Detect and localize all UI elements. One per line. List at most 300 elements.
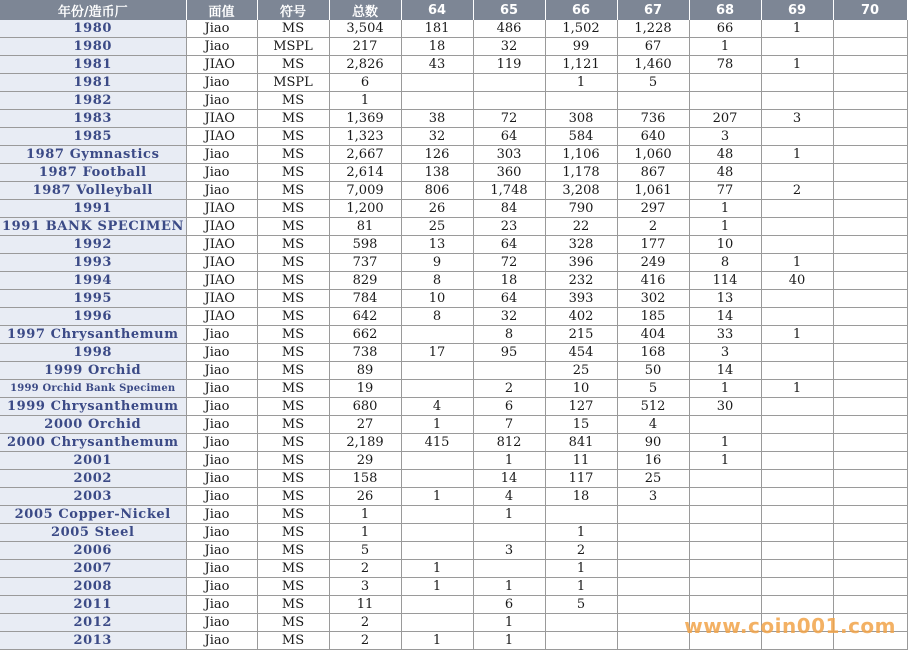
cell-denomination: Jiao <box>186 488 257 506</box>
cell-grade-65: 8 <box>473 326 545 344</box>
cell-grade-70 <box>833 488 907 506</box>
cell-total: 2,614 <box>329 164 401 182</box>
cell-grade-68: 66 <box>689 20 761 38</box>
cell-grade-69 <box>761 434 833 452</box>
cell-grade-65: 3 <box>473 542 545 560</box>
cell-grade-65: 4 <box>473 488 545 506</box>
cell-grade-69: 1 <box>761 326 833 344</box>
cell-grade-70 <box>833 200 907 218</box>
cell-grade-69 <box>761 92 833 110</box>
table-row <box>0 524 907 542</box>
cell-grade-66 <box>545 92 617 110</box>
cell-grade-67: 67 <box>617 38 689 56</box>
cell-grade-65: 1,748 <box>473 182 545 200</box>
cell-grade-68 <box>689 74 761 92</box>
cell-denomination: Jiao <box>186 506 257 524</box>
header-grade-64: 64 <box>401 0 473 20</box>
cell-grade-66: 1 <box>545 578 617 596</box>
cell-grade-65: 72 <box>473 254 545 272</box>
cell-grade-66: 454 <box>545 344 617 362</box>
cell-grade-66: 584 <box>545 128 617 146</box>
cell-grade-64 <box>401 506 473 524</box>
cell-grade-65: 95 <box>473 344 545 362</box>
cell-total: 81 <box>329 218 401 236</box>
cell-symbol: MS <box>257 272 329 290</box>
cell-year: 1997 Chrysanthemum <box>0 326 186 344</box>
cell-denomination: Jiao <box>186 470 257 488</box>
cell-year: 2013 <box>0 632 186 650</box>
cell-grade-66: 1 <box>545 524 617 542</box>
cell-grade-69 <box>761 524 833 542</box>
cell-year: 2000 Orchid <box>0 416 186 434</box>
cell-year: 1983 <box>0 110 186 128</box>
cell-symbol: MS <box>257 452 329 470</box>
cell-grade-64: 26 <box>401 200 473 218</box>
cell-total: 19 <box>329 380 401 398</box>
header-grade-70: 70 <box>833 0 907 20</box>
cell-total: 1,369 <box>329 110 401 128</box>
table-row <box>0 470 907 488</box>
cell-grade-70 <box>833 182 907 200</box>
cell-grade-67: 16 <box>617 452 689 470</box>
cell-total: 1,323 <box>329 128 401 146</box>
cell-grade-70 <box>833 560 907 578</box>
cell-grade-66: 215 <box>545 326 617 344</box>
cell-year: 2008 <box>0 578 186 596</box>
table-row <box>0 254 907 272</box>
cell-grade-68: 3 <box>689 344 761 362</box>
cell-grade-64: 13 <box>401 236 473 254</box>
cell-symbol: MS <box>257 290 329 308</box>
cell-grade-68 <box>689 506 761 524</box>
cell-total: 2,826 <box>329 56 401 74</box>
cell-grade-69 <box>761 362 833 380</box>
cell-denomination: Jiao <box>186 398 257 416</box>
cell-grade-69 <box>761 470 833 488</box>
cell-grade-65: 119 <box>473 56 545 74</box>
cell-grade-68: 14 <box>689 362 761 380</box>
cell-grade-67: 640 <box>617 128 689 146</box>
cell-total: 2 <box>329 560 401 578</box>
cell-symbol: MS <box>257 326 329 344</box>
cell-grade-66: 22 <box>545 218 617 236</box>
cell-year: 1992 <box>0 236 186 254</box>
cell-grade-69: 1 <box>761 56 833 74</box>
cell-grade-65: 14 <box>473 470 545 488</box>
cell-total: 737 <box>329 254 401 272</box>
cell-symbol: MS <box>257 488 329 506</box>
cell-grade-65 <box>473 560 545 578</box>
cell-denomination: Jiao <box>186 74 257 92</box>
cell-grade-64: 17 <box>401 344 473 362</box>
table-row <box>0 200 907 218</box>
cell-grade-66 <box>545 506 617 524</box>
cell-total: 598 <box>329 236 401 254</box>
cell-year: 1987 Gymnastics <box>0 146 186 164</box>
cell-grade-66: 3,208 <box>545 182 617 200</box>
cell-year: 1980 <box>0 38 186 56</box>
cell-year: 2005 Copper-Nickel <box>0 506 186 524</box>
cell-year: 2002 <box>0 470 186 488</box>
cell-total: 1 <box>329 524 401 542</box>
cell-grade-70 <box>833 272 907 290</box>
cell-total: 27 <box>329 416 401 434</box>
cell-grade-64 <box>401 614 473 632</box>
cell-grade-64: 8 <box>401 272 473 290</box>
cell-grade-66: 25 <box>545 362 617 380</box>
cell-symbol: MS <box>257 110 329 128</box>
cell-denomination: Jiao <box>186 452 257 470</box>
cell-year: 1996 <box>0 308 186 326</box>
cell-grade-65: 2 <box>473 380 545 398</box>
cell-grade-66: 1,121 <box>545 56 617 74</box>
header-grade-65: 65 <box>473 0 545 20</box>
cell-grade-66: 841 <box>545 434 617 452</box>
cell-total: 7,009 <box>329 182 401 200</box>
cell-grade-66: 402 <box>545 308 617 326</box>
cell-grade-70 <box>833 110 907 128</box>
header-symbol: 符号 <box>257 0 329 20</box>
cell-total: 1,200 <box>329 200 401 218</box>
cell-grade-66: 99 <box>545 38 617 56</box>
cell-denomination: Jiao <box>186 182 257 200</box>
cell-grade-67: 90 <box>617 434 689 452</box>
cell-total: 784 <box>329 290 401 308</box>
cell-grade-69 <box>761 74 833 92</box>
cell-total: 6 <box>329 74 401 92</box>
cell-grade-68 <box>689 578 761 596</box>
cell-symbol: MS <box>257 164 329 182</box>
cell-grade-67: 1,060 <box>617 146 689 164</box>
cell-grade-70 <box>833 128 907 146</box>
cell-grade-64: 4 <box>401 398 473 416</box>
header-denomination: 面值 <box>186 0 257 20</box>
cell-grade-68: 3 <box>689 128 761 146</box>
table-row <box>0 38 907 56</box>
cell-grade-65: 1 <box>473 614 545 632</box>
table-row <box>0 56 907 74</box>
cell-grade-67 <box>617 596 689 614</box>
cell-symbol: MS <box>257 614 329 632</box>
cell-grade-69 <box>761 200 833 218</box>
cell-grade-66: 396 <box>545 254 617 272</box>
cell-grade-70 <box>833 452 907 470</box>
cell-grade-69 <box>761 596 833 614</box>
cell-grade-64: 8 <box>401 308 473 326</box>
cell-symbol: MS <box>257 308 329 326</box>
table-row <box>0 92 907 110</box>
cell-denomination: JIAO <box>186 272 257 290</box>
cell-grade-64 <box>401 380 473 398</box>
cell-grade-68 <box>689 488 761 506</box>
cell-grade-65 <box>473 92 545 110</box>
cell-grade-65: 1 <box>473 452 545 470</box>
cell-grade-66: 15 <box>545 416 617 434</box>
cell-denomination: Jiao <box>186 380 257 398</box>
cell-grade-70 <box>833 92 907 110</box>
cell-grade-70 <box>833 290 907 308</box>
cell-grade-67: 297 <box>617 200 689 218</box>
cell-symbol: MS <box>257 56 329 74</box>
cell-year: 2007 <box>0 560 186 578</box>
cell-year: 1981 <box>0 74 186 92</box>
cell-total: 2,189 <box>329 434 401 452</box>
cell-grade-69 <box>761 398 833 416</box>
cell-grade-66: 328 <box>545 236 617 254</box>
cell-grade-70 <box>833 308 907 326</box>
cell-grade-67 <box>617 506 689 524</box>
cell-grade-70 <box>833 38 907 56</box>
table-row <box>0 506 907 524</box>
cell-grade-67: 168 <box>617 344 689 362</box>
cell-symbol: MS <box>257 542 329 560</box>
cell-grade-67: 416 <box>617 272 689 290</box>
cell-symbol: MS <box>257 146 329 164</box>
cell-grade-65: 1 <box>473 632 545 650</box>
cell-denomination: Jiao <box>186 614 257 632</box>
cell-symbol: MS <box>257 632 329 650</box>
cell-denomination: JIAO <box>186 254 257 272</box>
cell-grade-64: 25 <box>401 218 473 236</box>
cell-symbol: MS <box>257 92 329 110</box>
cell-grade-64: 1 <box>401 560 473 578</box>
cell-grade-68: 30 <box>689 398 761 416</box>
cell-grade-65: 23 <box>473 218 545 236</box>
cell-year: 2012 <box>0 614 186 632</box>
header-row <box>0 0 907 20</box>
cell-grade-69 <box>761 236 833 254</box>
cell-grade-67: 302 <box>617 290 689 308</box>
cell-year: 1991 BANK SPECIMEN <box>0 218 186 236</box>
cell-grade-64 <box>401 74 473 92</box>
cell-symbol: MS <box>257 218 329 236</box>
cell-grade-69 <box>761 542 833 560</box>
table-row <box>0 344 907 362</box>
cell-grade-69: 1 <box>761 254 833 272</box>
table-row <box>0 218 907 236</box>
cell-denomination: Jiao <box>186 596 257 614</box>
cell-denomination: Jiao <box>186 326 257 344</box>
cell-denomination: Jiao <box>186 362 257 380</box>
cell-grade-70 <box>833 506 907 524</box>
cell-total: 2 <box>329 614 401 632</box>
cell-denomination: Jiao <box>186 164 257 182</box>
cell-grade-67 <box>617 578 689 596</box>
cell-denomination: Jiao <box>186 524 257 542</box>
header-grade-67: 67 <box>617 0 689 20</box>
cell-grade-68: 78 <box>689 56 761 74</box>
cell-grade-66: 1 <box>545 74 617 92</box>
cell-grade-65: 64 <box>473 236 545 254</box>
cell-grade-64: 1 <box>401 578 473 596</box>
cell-grade-68: 13 <box>689 290 761 308</box>
cell-symbol: MS <box>257 560 329 578</box>
cell-denomination: Jiao <box>186 578 257 596</box>
cell-symbol: MS <box>257 578 329 596</box>
cell-grade-64: 9 <box>401 254 473 272</box>
cell-symbol: MS <box>257 416 329 434</box>
cell-denomination: Jiao <box>186 632 257 650</box>
cell-grade-70 <box>833 326 907 344</box>
cell-grade-65: 84 <box>473 200 545 218</box>
cell-grade-68: 1 <box>689 38 761 56</box>
table-body <box>0 20 907 650</box>
cell-grade-66: 11 <box>545 452 617 470</box>
cell-total: 3,504 <box>329 20 401 38</box>
cell-grade-70 <box>833 254 907 272</box>
cell-grade-64: 1 <box>401 488 473 506</box>
table-row <box>0 380 907 398</box>
cell-grade-70 <box>833 380 907 398</box>
cell-grade-68: 14 <box>689 308 761 326</box>
cell-grade-65: 486 <box>473 20 545 38</box>
cell-grade-68: 8 <box>689 254 761 272</box>
cell-grade-66: 10 <box>545 380 617 398</box>
cell-symbol: MS <box>257 200 329 218</box>
cell-grade-70 <box>833 20 907 38</box>
cell-denomination: Jiao <box>186 416 257 434</box>
cell-grade-64 <box>401 542 473 560</box>
cell-grade-64: 43 <box>401 56 473 74</box>
cell-year: 1999 Orchid <box>0 362 186 380</box>
cell-grade-70 <box>833 434 907 452</box>
cell-grade-69 <box>761 560 833 578</box>
cell-denomination: Jiao <box>186 542 257 560</box>
cell-symbol: MS <box>257 434 329 452</box>
cell-total: 1 <box>329 92 401 110</box>
cell-grade-67: 3 <box>617 488 689 506</box>
cell-year: 2001 <box>0 452 186 470</box>
table-row <box>0 362 907 380</box>
cell-grade-67: 404 <box>617 326 689 344</box>
cell-grade-68: 10 <box>689 236 761 254</box>
cell-year: 2006 <box>0 542 186 560</box>
cell-symbol: MS <box>257 524 329 542</box>
cell-grade-67 <box>617 560 689 578</box>
cell-grade-67: 1,061 <box>617 182 689 200</box>
cell-total: 642 <box>329 308 401 326</box>
cell-grade-65: 360 <box>473 164 545 182</box>
cell-year: 1981 <box>0 56 186 74</box>
cell-grade-69 <box>761 488 833 506</box>
table-row <box>0 452 907 470</box>
cell-total: 217 <box>329 38 401 56</box>
table-row <box>0 416 907 434</box>
cell-denomination: JIAO <box>186 56 257 74</box>
table-row <box>0 542 907 560</box>
table-row <box>0 398 907 416</box>
cell-grade-66: 2 <box>545 542 617 560</box>
cell-grade-64: 806 <box>401 182 473 200</box>
cell-total: 2,667 <box>329 146 401 164</box>
cell-grade-67: 177 <box>617 236 689 254</box>
cell-grade-67: 4 <box>617 416 689 434</box>
cell-symbol: MS <box>257 344 329 362</box>
cell-grade-67: 5 <box>617 380 689 398</box>
cell-denomination: JIAO <box>186 110 257 128</box>
cell-grade-64: 126 <box>401 146 473 164</box>
cell-year: 1985 <box>0 128 186 146</box>
cell-grade-65: 64 <box>473 128 545 146</box>
cell-grade-68 <box>689 470 761 488</box>
cell-grade-67: 249 <box>617 254 689 272</box>
table-row <box>0 236 907 254</box>
cell-year: 1994 <box>0 272 186 290</box>
cell-grade-67: 512 <box>617 398 689 416</box>
cell-grade-69: 1 <box>761 20 833 38</box>
cell-grade-68 <box>689 92 761 110</box>
cell-year: 1991 <box>0 200 186 218</box>
table-row <box>0 434 907 452</box>
cell-grade-66: 117 <box>545 470 617 488</box>
cell-year: 2003 <box>0 488 186 506</box>
cell-grade-65: 18 <box>473 272 545 290</box>
cell-grade-64 <box>401 524 473 542</box>
cell-grade-68: 1 <box>689 218 761 236</box>
table-row <box>0 272 907 290</box>
table-row <box>0 560 907 578</box>
cell-total: 3 <box>329 578 401 596</box>
site-watermark: www.coin001.com <box>684 614 896 638</box>
cell-denomination: Jiao <box>186 434 257 452</box>
cell-year: 1995 <box>0 290 186 308</box>
cell-total: 11 <box>329 596 401 614</box>
cell-symbol: MS <box>257 236 329 254</box>
cell-year: 1987 Volleyball <box>0 182 186 200</box>
cell-symbol: MS <box>257 470 329 488</box>
cell-denomination: Jiao <box>186 92 257 110</box>
cell-grade-69 <box>761 416 833 434</box>
cell-year: 1998 <box>0 344 186 362</box>
cell-total: 829 <box>329 272 401 290</box>
cell-grade-68: 48 <box>689 164 761 182</box>
cell-grade-65: 303 <box>473 146 545 164</box>
cell-grade-69 <box>761 290 833 308</box>
cell-grade-68 <box>689 596 761 614</box>
cell-denomination: Jiao <box>186 146 257 164</box>
cell-grade-64: 38 <box>401 110 473 128</box>
cell-grade-67: 867 <box>617 164 689 182</box>
table-row <box>0 326 907 344</box>
cell-grade-70 <box>833 524 907 542</box>
cell-grade-69: 2 <box>761 182 833 200</box>
cell-grade-67: 736 <box>617 110 689 128</box>
cell-year: 2000 Chrysanthemum <box>0 434 186 452</box>
cell-year: 1999 Chrysanthemum <box>0 398 186 416</box>
cell-grade-70 <box>833 56 907 74</box>
cell-grade-64: 1 <box>401 632 473 650</box>
cell-grade-70 <box>833 146 907 164</box>
cell-grade-70 <box>833 470 907 488</box>
cell-grade-69: 40 <box>761 272 833 290</box>
cell-grade-66: 18 <box>545 488 617 506</box>
cell-total: 5 <box>329 542 401 560</box>
cell-grade-66: 1,106 <box>545 146 617 164</box>
table-row <box>0 20 907 38</box>
cell-grade-67: 185 <box>617 308 689 326</box>
cell-grade-64: 181 <box>401 20 473 38</box>
table-row <box>0 182 907 200</box>
cell-grade-65: 6 <box>473 398 545 416</box>
cell-grade-66: 1,502 <box>545 20 617 38</box>
cell-grade-67 <box>617 632 689 650</box>
cell-symbol: MS <box>257 182 329 200</box>
cell-grade-65: 72 <box>473 110 545 128</box>
cell-grade-70 <box>833 578 907 596</box>
cell-denomination: JIAO <box>186 218 257 236</box>
cell-grade-69 <box>761 506 833 524</box>
header-grade-68: 68 <box>689 0 761 20</box>
